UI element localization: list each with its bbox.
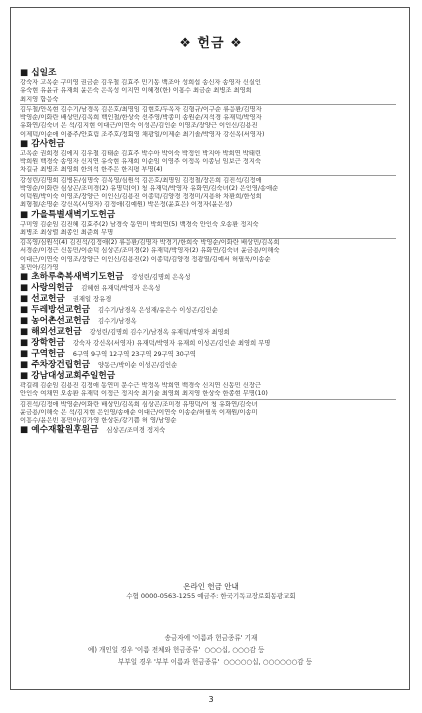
section-names-inline: 6구역 9구역 12구역 23구역 29구역 30구역	[72, 351, 196, 358]
section-names-inline: 권재일 장유경	[72, 296, 112, 303]
section-header	[20, 316, 405, 327]
section-title: ■ 예수재활원후원금	[20, 425, 99, 436]
offering-section	[20, 371, 405, 425]
donor-names-line: 유숙현 유윤규 유재희 윤은숙 은옥성 이지연 이혜경(한) 이홍수 최금순 최병조 최영희	[20, 87, 252, 95]
section-title: ■ 강남대성교회주일헌금	[20, 371, 116, 381]
bank-account: 수협 0000-0563-1255 예금주: 한국기독교장로회동광교회	[126, 592, 296, 600]
section-names-inline: 강성린/김명희 은옥성	[131, 274, 191, 281]
section-title: ■ 선교헌금	[20, 294, 65, 304]
section-header	[20, 327, 405, 338]
offering-section	[20, 210, 405, 273]
example-couple: 부부일 경우 '부부 이름과 헌금종류' ○○○○○십, ○○○○○○감 등	[118, 658, 313, 666]
offering-section	[20, 327, 405, 338]
section-header	[20, 139, 405, 150]
section-title: ■ 사랑의헌금	[20, 283, 74, 293]
section-header	[20, 283, 405, 294]
section-header	[20, 371, 405, 382]
offering-section	[20, 360, 405, 371]
donor-names-line: 김옥영/심원석(4) 김진석/김정애(2) 류응환/김명자 박경기/한희숙 박영순/이화란 배상민/김옥희	[20, 239, 280, 246]
offering-section	[20, 349, 405, 360]
donor-names-line: 강성린/김명희 김병돈/심명숙 김옥영/심원석 김은호/최명임 김정철/장은희 김진석/김정애	[20, 176, 262, 184]
donor-names-line: 김두철/안옥현 김수기/남경옥 김은호/최명임 김현호/두옥자 김형규/이구순 류응환/김명자	[20, 105, 262, 113]
section-title: ■ 십일조	[20, 68, 57, 78]
section-names-inline: 강성린/김명희 김수기/남경옥 유재덕/박영자 최영희	[89, 329, 230, 336]
donor-names-line: 김진석/김정애 박영순/이화란 배상민/김옥희 심상곤/조미경 유명덕/이 청 유화연/김숙녀	[20, 400, 258, 408]
section-title: ■ 두레방선교헌금	[20, 305, 90, 315]
section-names-inline: 김수기/남경옥 은성재/유은수 이성곤/김인순	[97, 307, 218, 314]
donor-names-line: 이대근/이연숙 이영조/장양근 이인신/김용진(2) 이종덕/김양경 정광열/김예서 허필욱/이송순	[20, 255, 271, 263]
offering-section	[20, 305, 405, 316]
offering-section	[20, 316, 405, 327]
donor-names-line: 최지영 함응숙	[20, 95, 59, 103]
offering-section	[20, 425, 405, 436]
section-header	[20, 360, 405, 371]
remittance-instruction: 송금자에 '이름과 헌금종류' 기재	[164, 634, 258, 642]
offering-section	[20, 294, 405, 305]
donor-names-line: 고옥순 권희경 김에지 김우철 김태순 김효주 박수아 박이숙 박정인 박지아 박희연 박태린	[20, 149, 261, 157]
offering-section	[20, 139, 405, 210]
offering-section	[20, 272, 405, 283]
example-individual: 예) 개인일 경우 '이름 전체와 헌금종류' ○○○십, ○○○감 등	[88, 646, 265, 654]
donor-names-line: 박영순/이화란 심상곤/조미경(2) 유명덕(이) 청 유재덕/박영자 유화연/김숙녀(2) 은인영/송애순	[20, 184, 279, 192]
donor-names-line: 최형철/손명순 강신옥(서영자) 김정애(김예원) 박은정(윤효은) 이정자(윤은성)	[20, 201, 233, 209]
section-title: ■ 해외선교헌금	[20, 327, 82, 337]
offering-section	[20, 283, 405, 294]
donor-names-line: 곽길례 김순임 김용진 김정애 동연미 문수근 박정옥 박희연 백경숙 신지연 신동민 신장근	[20, 382, 261, 389]
section-title: ■ 가을특별새벽기도헌금	[20, 209, 116, 220]
section-header	[20, 294, 405, 305]
section-names-inline: 김수기/남경옥	[97, 318, 137, 325]
donor-names-line: 강숙자 고옥순 구미영 권금순 김우철 김효주 민기동 백조아 성희섭 송신자 송영자 신실인	[20, 79, 261, 86]
section-names-inline: 김혜현 유재덕/박영자 은옥성	[81, 285, 161, 292]
donor-names-line: 유화연/김숙녀 은 석/김지현 이대근/이연숙 이성곤/김인순 이영조/장양근 이인신/김용진	[20, 122, 258, 130]
section-header	[20, 68, 405, 79]
online-title: 온라인 헌금 안내	[183, 582, 239, 591]
donor-names-line: 이덕원/박이숙 이영조/장양근 이인신/김용진 이종덕/김양경 정경미/지용하 차환희/한성희	[20, 193, 262, 200]
page-title: ❖ 헌금 ❖	[179, 36, 243, 51]
section-header	[20, 210, 405, 221]
donor-names-line: 윤금용/이해숙 은 석/김지현 은인영/송애순 이대근/이연숙 이송순/허필욱 이재원/이송미	[20, 408, 258, 416]
donor-names-line: 구미영 김순임 김진혜 김효주(2) 남경숙 동연미 박희연(5) 백경숙 안인숙 오송환 정지숙	[20, 220, 259, 228]
donor-names-line: 차길규 최병조 최영희 한의석 한주은 한지평 부명(4)	[20, 166, 163, 174]
section-header	[20, 349, 405, 360]
donor-names-line: 이제덕/이순애 이충주/안효림 조주호/정회영 채광일/이제순 최기솔/박영자 강신옥(서영자)	[20, 130, 265, 138]
online-offering-info	[0, 582, 422, 601]
donor-names-line: 최병조 최상렬 최종인 최준희 무명	[20, 228, 114, 236]
section-header	[20, 425, 405, 436]
donor-names-line: 이흥수/윤은빈 홍민아/김가영 한상돈/강기쁨 허 영/남영순	[20, 417, 177, 424]
donor-names-line: 박영순/이화란 배상민/김옥희 백인철/한상숙 선주영/박종미 송원순/지석경 유재덕/박영자	[20, 114, 262, 121]
page-number: 3	[208, 695, 214, 704]
section-title: ■ 구역헌금	[20, 349, 65, 359]
donor-names-line: 안인숙 여채연 오송환 유재덕 이정근 정지숙 최기술 최영희 최지영 한상숙 한종현 무명(10)	[20, 390, 268, 398]
offering-section	[20, 338, 405, 349]
section-header	[20, 305, 405, 316]
section-title: ■ 주차장건립헌금	[20, 360, 90, 370]
section-title: ■ 초하루축복새벽기도헌금	[20, 272, 124, 282]
section-names-inline: 양동근/박이순 이성곤/김인순	[97, 362, 178, 369]
offering-section	[20, 68, 405, 139]
section-header	[20, 338, 405, 349]
section-title: ■ 장학헌금	[20, 338, 65, 348]
donor-names-line: 서경순/이경근 신동민/이순덕 심상곤/조미경(2) 유재덕/박영자(2) 유화연/김숙녀 윤금용/이해숙	[20, 247, 280, 255]
section-title: ■ 농어촌선교헌금	[20, 316, 90, 326]
section-names-inline: 심상곤/조미경 정지숙	[106, 427, 166, 435]
section-title: ■ 감사헌금	[20, 138, 65, 149]
donor-names-line: 박희원 백경숙 송영자 신지연 유숙현 유재희 이순임 이영주 이정옥 이종님 임보근 정지숙	[20, 158, 261, 165]
section-names-inline: 강숙자 강신옥(서영자) 유재덕/박영자 유재희 이성곤/김인순 최영희 무명	[72, 340, 271, 347]
donor-names-line: 홍민아/김가영	[20, 263, 59, 271]
section-header	[20, 272, 405, 283]
offering-list	[20, 68, 405, 436]
